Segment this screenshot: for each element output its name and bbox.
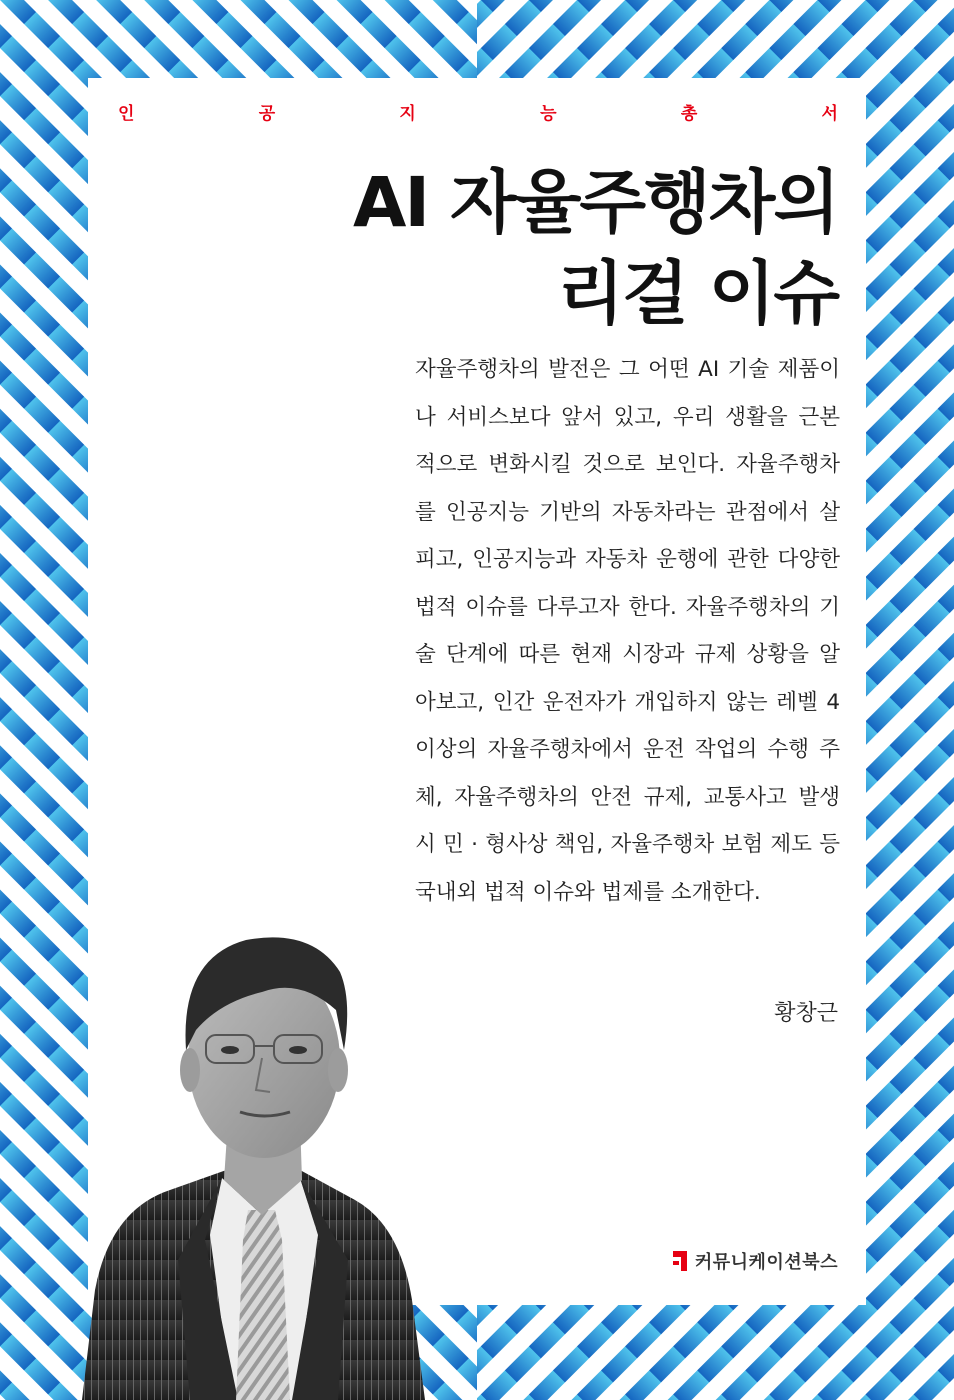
publisher <box>671 1248 838 1274</box>
description-line: 적으로 변화시킬 것으로 보인다. 자율주행차 <box>415 452 840 477</box>
description-line: 아보고, 인간 운전자가 개입하지 않는 레벨 4 <box>415 689 840 715</box>
description-line: 자율주행차의 발전은 그 어떤 AI 기술 제품이 <box>415 357 840 382</box>
description-line: 이상의 자율주행차에서 운전 작업의 수행 주 <box>415 737 840 762</box>
description-line: 를 인공지능 기반의 자동차라는 관점에서 살 <box>415 499 840 525</box>
description-line: 시 민 · 형사상 책임, 자율주행차 보험 제도 등 <box>415 832 840 857</box>
series-char: 인 <box>118 104 135 124</box>
author-name: 황창근 <box>774 1001 838 1026</box>
description-line: 피고, 인공지능과 자동차 운행에 관한 다양한 <box>415 547 840 572</box>
series-char: 지 <box>399 104 416 124</box>
description-line: 나 서비스보다 앞서 있고, 우리 생활을 근본 <box>415 404 840 430</box>
description-line: 술 단계에 따른 현재 시장과 규제 상황을 알 <box>415 642 840 667</box>
description-line: 체, 자율주행차의 안전 규제, 교통사고 발생 <box>415 784 840 810</box>
series-char: 서 <box>821 104 838 124</box>
series-char: 총 <box>680 104 698 124</box>
red-bracket-logo-icon <box>671 1249 689 1273</box>
title-line: 리걸 이슈 <box>557 254 838 334</box>
series-char: 공 <box>258 104 276 124</box>
description-line: 법적 이슈를 다루고자 한다. 자율주행차의 기 <box>415 594 840 620</box>
title-line: AI 자율주행차의 <box>352 163 838 243</box>
publisher-name: 커뮤니케이션북스 <box>694 1252 838 1273</box>
series-char: 능 <box>540 104 557 124</box>
description-line: 국내외 법적 이슈와 법제를 소개한다. <box>415 879 761 905</box>
